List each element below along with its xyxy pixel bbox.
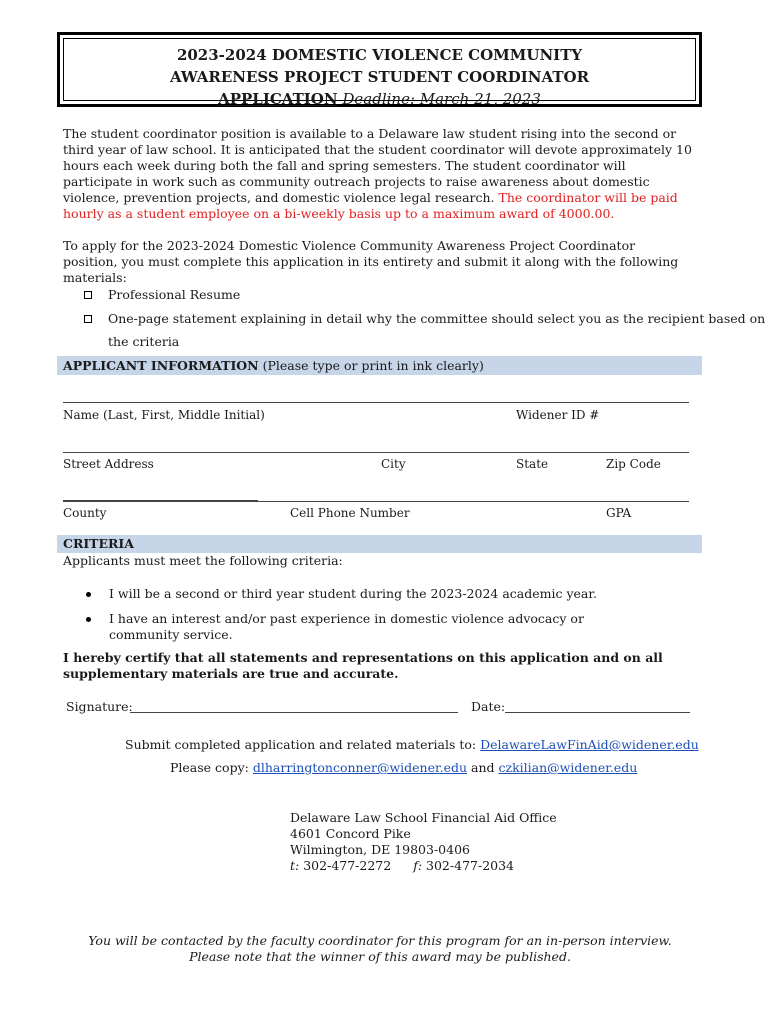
copy-line: [170, 760, 637, 776]
apply-paragraph: To apply for the 2023-2024 Domestic Violence Community Awareness Project Coordinator position, you must complete this application in its entirety and submit it along with the following materials:: [63, 238, 679, 285]
applicant-info-header: [57, 356, 702, 375]
footer-line-2: Please note that the winner of this award may be published.: [189, 949, 571, 964]
submit-line: [125, 737, 699, 753]
street-label: Street Address: [63, 457, 154, 471]
county-line[interactable]: [63, 500, 258, 502]
criteria-title: CRITERIA: [63, 536, 134, 551]
materials-item-2-cont: the criteria: [108, 334, 180, 349]
phone-gpa-line[interactable]: [258, 501, 689, 502]
certification-statement: I hereby certify that all statements and representations on this application and on all supplementary materials are true and accurate.: [63, 650, 663, 681]
cell-phone-label: Cell Phone Number: [290, 506, 410, 520]
criteria-header: [57, 535, 702, 553]
checkbox-icon: [84, 315, 92, 323]
materials-item-2: [84, 311, 765, 327]
materials-label: One-page statement explaining in detail why the committee should select you as the recipient based on: [107, 311, 766, 326]
pay-note: The coordinator will be paid hourly as a student employee on a bi-weekly basis up to a maximum award of 4000.00.: [63, 190, 678, 221]
zip-label: Zip Code: [606, 457, 661, 471]
date-line[interactable]: [505, 712, 690, 713]
submit-text: Submit completed application and related materials to:: [125, 737, 477, 752]
criteria-text: I will be a second or third year student during the 2023-2024 academic year.: [109, 586, 597, 601]
intro-paragraph: [63, 126, 693, 222]
bullet-icon: [86, 592, 91, 597]
title-application: APPLICATION: [218, 90, 338, 108]
name-line[interactable]: [63, 402, 689, 403]
state-label: State: [516, 457, 549, 471]
name-label: Name (Last, First, Middle Initial): [63, 408, 265, 422]
city-label: City: [381, 457, 406, 471]
copy-and: and: [471, 760, 495, 775]
title-line-2: AWARENESS PROJECT STUDENT COORDINATOR: [169, 68, 590, 86]
copy-email-1-link[interactable]: dlharringtonconner@widener.edu: [252, 760, 468, 775]
criteria-intro: Applicants must meet the following criteria:: [63, 553, 343, 568]
fax-prefix: f:: [413, 858, 423, 873]
applicant-info-title: APPLICANT INFORMATION: [63, 358, 259, 373]
widener-id-label: Widener ID #: [516, 408, 600, 422]
phone-prefix: t:: [290, 858, 300, 873]
phone-number: 302-477-2272: [303, 858, 392, 873]
copy-email-2-link[interactable]: czkilian@widener.edu: [498, 760, 638, 775]
office-phone-fax: [290, 858, 514, 874]
intro-text: The student coordinator position is available to a Delaware law student rising into the second or third year of law school. It is anticipated that the student coordinator will devote approximately 10 hours each week during both the fall and spring semesters. The student coordinator will participate in work such as community outreach projects to raise awareness about domestic violence, prevention projects, and domestic violence legal research.: [63, 126, 692, 205]
materials-label: Professional Resume: [107, 287, 241, 302]
office-street: 4601 Concord Pike: [290, 826, 411, 841]
criteria-text: I have an interest and/or past experience in domestic violence advocacy or community service.: [109, 611, 584, 642]
fax-number: 302-477-2034: [426, 858, 515, 873]
title-line-1: 2023-2024 DOMESTIC VIOLENCE COMMUNITY: [176, 46, 583, 64]
county-label: County: [63, 506, 107, 520]
copy-text: Please copy:: [170, 760, 249, 775]
footer-line-1: You will be contacted by the faculty coordinator for this program for an in-person interview.: [88, 933, 672, 948]
office-name: Delaware Law School Financial Aid Office: [290, 810, 557, 825]
title-line-3: [64, 88, 695, 110]
date-label: Date:: [471, 699, 506, 714]
deadline: Deadline: March 21, 2023: [342, 90, 541, 108]
signature-line[interactable]: [130, 712, 458, 713]
applicant-info-note: (Please type or print in ink clearly): [262, 358, 484, 373]
office-city: Wilmington, DE 19803-0406: [290, 842, 470, 857]
title-box: [57, 32, 702, 107]
bullet-icon: [86, 617, 91, 622]
address-line[interactable]: [63, 452, 689, 453]
checkbox-icon: [84, 291, 92, 299]
submit-email-link[interactable]: DelawareLawFinAid@widener.edu: [480, 737, 699, 752]
title-box-inner: [63, 38, 696, 108]
gpa-label: GPA: [606, 506, 632, 520]
signature-label: Signature:: [66, 699, 133, 714]
materials-item-1: [84, 287, 240, 303]
